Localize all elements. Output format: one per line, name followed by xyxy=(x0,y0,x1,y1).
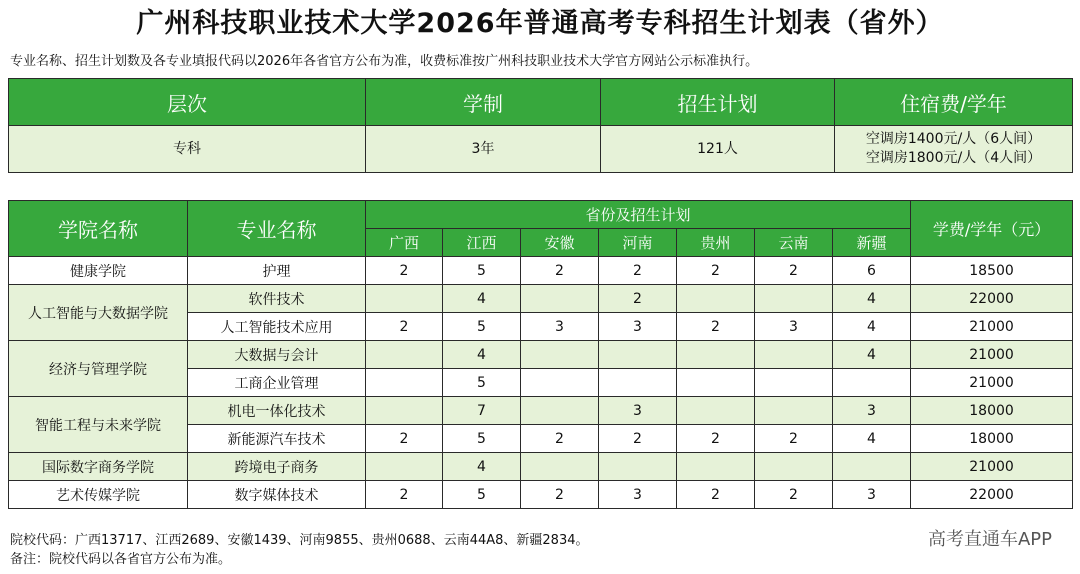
province-count: 2 xyxy=(677,481,755,509)
footer-note: 备注：院校代码以各省官方公布为准。 xyxy=(10,552,232,567)
header-province: 安徽 xyxy=(521,229,599,257)
province-count: 4 xyxy=(833,341,911,369)
dorm-fee-line-1: 空调房1400元/人（6人间） xyxy=(865,131,1042,147)
province-count: 5 xyxy=(443,313,521,341)
table-row xyxy=(9,453,1073,481)
tuition-fee: 21000 xyxy=(911,369,1073,397)
header-province: 贵州 xyxy=(677,229,755,257)
province-count xyxy=(755,341,833,369)
header-major: 专业名称 xyxy=(188,201,366,257)
cell-duration: 3年 xyxy=(366,126,601,173)
header-college: 学院名称 xyxy=(9,201,188,257)
province-count: 4 xyxy=(833,425,911,453)
province-count: 5 xyxy=(443,425,521,453)
header-tuition: 学费/学年（元） xyxy=(911,201,1073,257)
province-count: 2 xyxy=(521,481,599,509)
province-count: 2 xyxy=(677,313,755,341)
school-codes: 院校代码：广西13717、江西2689、安徽1439、河南9855、贵州0688、云南44A8、新疆2834。 xyxy=(10,533,589,548)
province-count: 3 xyxy=(833,397,911,425)
province-count xyxy=(366,341,443,369)
province-count xyxy=(677,341,755,369)
dorm-fee-line-2: 空调房1800元/人（4人间） xyxy=(865,150,1042,166)
province-count: 5 xyxy=(443,481,521,509)
header-province: 云南 xyxy=(755,229,833,257)
province-count xyxy=(677,397,755,425)
header-province: 江西 xyxy=(443,229,521,257)
province-count: 2 xyxy=(677,425,755,453)
province-count: 3 xyxy=(599,481,677,509)
major-name: 机电一体化技术 xyxy=(188,397,366,425)
college-name: 智能工程与未来学院 xyxy=(9,397,188,453)
province-count: 2 xyxy=(755,481,833,509)
cell-dorm-fee xyxy=(835,126,1073,173)
province-count: 3 xyxy=(755,313,833,341)
province-count: 2 xyxy=(366,425,443,453)
header-province-plan: 省份及招生计划 xyxy=(366,201,911,229)
tuition-fee: 18500 xyxy=(911,257,1073,285)
college-name: 艺术传媒学院 xyxy=(9,481,188,509)
tuition-fee: 21000 xyxy=(911,453,1073,481)
tuition-fee: 18000 xyxy=(911,397,1073,425)
major-name: 数字媒体技术 xyxy=(188,481,366,509)
tuition-fee: 21000 xyxy=(911,341,1073,369)
province-count: 4 xyxy=(833,285,911,313)
province-count: 2 xyxy=(599,425,677,453)
province-count: 2 xyxy=(521,425,599,453)
province-count xyxy=(755,453,833,481)
province-count: 2 xyxy=(521,257,599,285)
table-row xyxy=(9,397,1073,425)
province-count xyxy=(521,397,599,425)
province-count: 3 xyxy=(833,481,911,509)
province-count xyxy=(833,453,911,481)
major-name: 大数据与会计 xyxy=(188,341,366,369)
plan-body xyxy=(9,257,1073,509)
watermark: 高考直通车APP xyxy=(927,529,1052,550)
header-duration: 学制 xyxy=(366,79,601,126)
table-row xyxy=(9,285,1073,313)
province-count: 3 xyxy=(599,397,677,425)
province-count: 3 xyxy=(599,313,677,341)
province-count xyxy=(366,397,443,425)
province-count xyxy=(521,285,599,313)
province-count xyxy=(521,369,599,397)
province-count: 7 xyxy=(443,397,521,425)
province-count: 2 xyxy=(366,481,443,509)
table-row xyxy=(9,341,1073,369)
province-count: 4 xyxy=(443,285,521,313)
enrollment-plan-table xyxy=(8,200,1073,509)
province-count: 2 xyxy=(599,285,677,313)
province-count: 4 xyxy=(443,341,521,369)
college-name: 人工智能与大数据学院 xyxy=(9,285,188,341)
notice-text: 专业名称、招生计划数及各专业填报代码以2026年各省官方公布为准，收费标准按广州科技职业技术大学官方网站公示标准执行。 xyxy=(10,54,759,69)
major-name: 人工智能技术应用 xyxy=(188,313,366,341)
province-count xyxy=(366,369,443,397)
tuition-fee: 21000 xyxy=(911,313,1073,341)
province-count xyxy=(366,453,443,481)
province-count xyxy=(366,285,443,313)
province-count xyxy=(677,453,755,481)
province-count xyxy=(677,369,755,397)
cell-plan: 121人 xyxy=(601,126,835,173)
summary-table xyxy=(8,78,1073,173)
province-count xyxy=(599,341,677,369)
college-name: 国际数字商务学院 xyxy=(9,453,188,481)
header-dorm-fee: 住宿费/学年 xyxy=(835,79,1073,126)
header-plan: 招生计划 xyxy=(601,79,835,126)
province-count xyxy=(521,453,599,481)
major-name: 软件技术 xyxy=(188,285,366,313)
tuition-fee: 18000 xyxy=(911,425,1073,453)
province-count: 6 xyxy=(833,257,911,285)
province-count: 2 xyxy=(366,257,443,285)
province-count: 2 xyxy=(677,257,755,285)
major-name: 跨境电子商务 xyxy=(188,453,366,481)
province-count: 2 xyxy=(599,257,677,285)
province-count xyxy=(755,285,833,313)
header-province: 新疆 xyxy=(833,229,911,257)
tuition-fee: 22000 xyxy=(911,481,1073,509)
tuition-fee: 22000 xyxy=(911,285,1073,313)
province-count: 2 xyxy=(366,313,443,341)
cell-level: 专科 xyxy=(9,126,366,173)
province-count: 4 xyxy=(443,453,521,481)
province-count: 3 xyxy=(521,313,599,341)
province-count: 4 xyxy=(833,313,911,341)
major-name: 新能源汽车技术 xyxy=(188,425,366,453)
province-count xyxy=(521,341,599,369)
province-count: 5 xyxy=(443,257,521,285)
page-title: 广州科技职业技术大学2026年普通高考专科招生计划表（省外） xyxy=(136,8,944,39)
province-count xyxy=(755,369,833,397)
table-row xyxy=(9,257,1073,285)
table-row xyxy=(9,481,1073,509)
header-province: 广西 xyxy=(366,229,443,257)
province-count xyxy=(677,285,755,313)
province-count xyxy=(599,453,677,481)
province-count: 5 xyxy=(443,369,521,397)
province-count xyxy=(755,397,833,425)
province-count: 2 xyxy=(755,425,833,453)
college-name: 经济与管理学院 xyxy=(9,341,188,397)
major-name: 工商企业管理 xyxy=(188,369,366,397)
header-province: 河南 xyxy=(599,229,677,257)
college-name: 健康学院 xyxy=(9,257,188,285)
header-level: 层次 xyxy=(9,79,366,126)
major-name: 护理 xyxy=(188,257,366,285)
province-count xyxy=(833,369,911,397)
province-count xyxy=(599,369,677,397)
province-count: 2 xyxy=(755,257,833,285)
